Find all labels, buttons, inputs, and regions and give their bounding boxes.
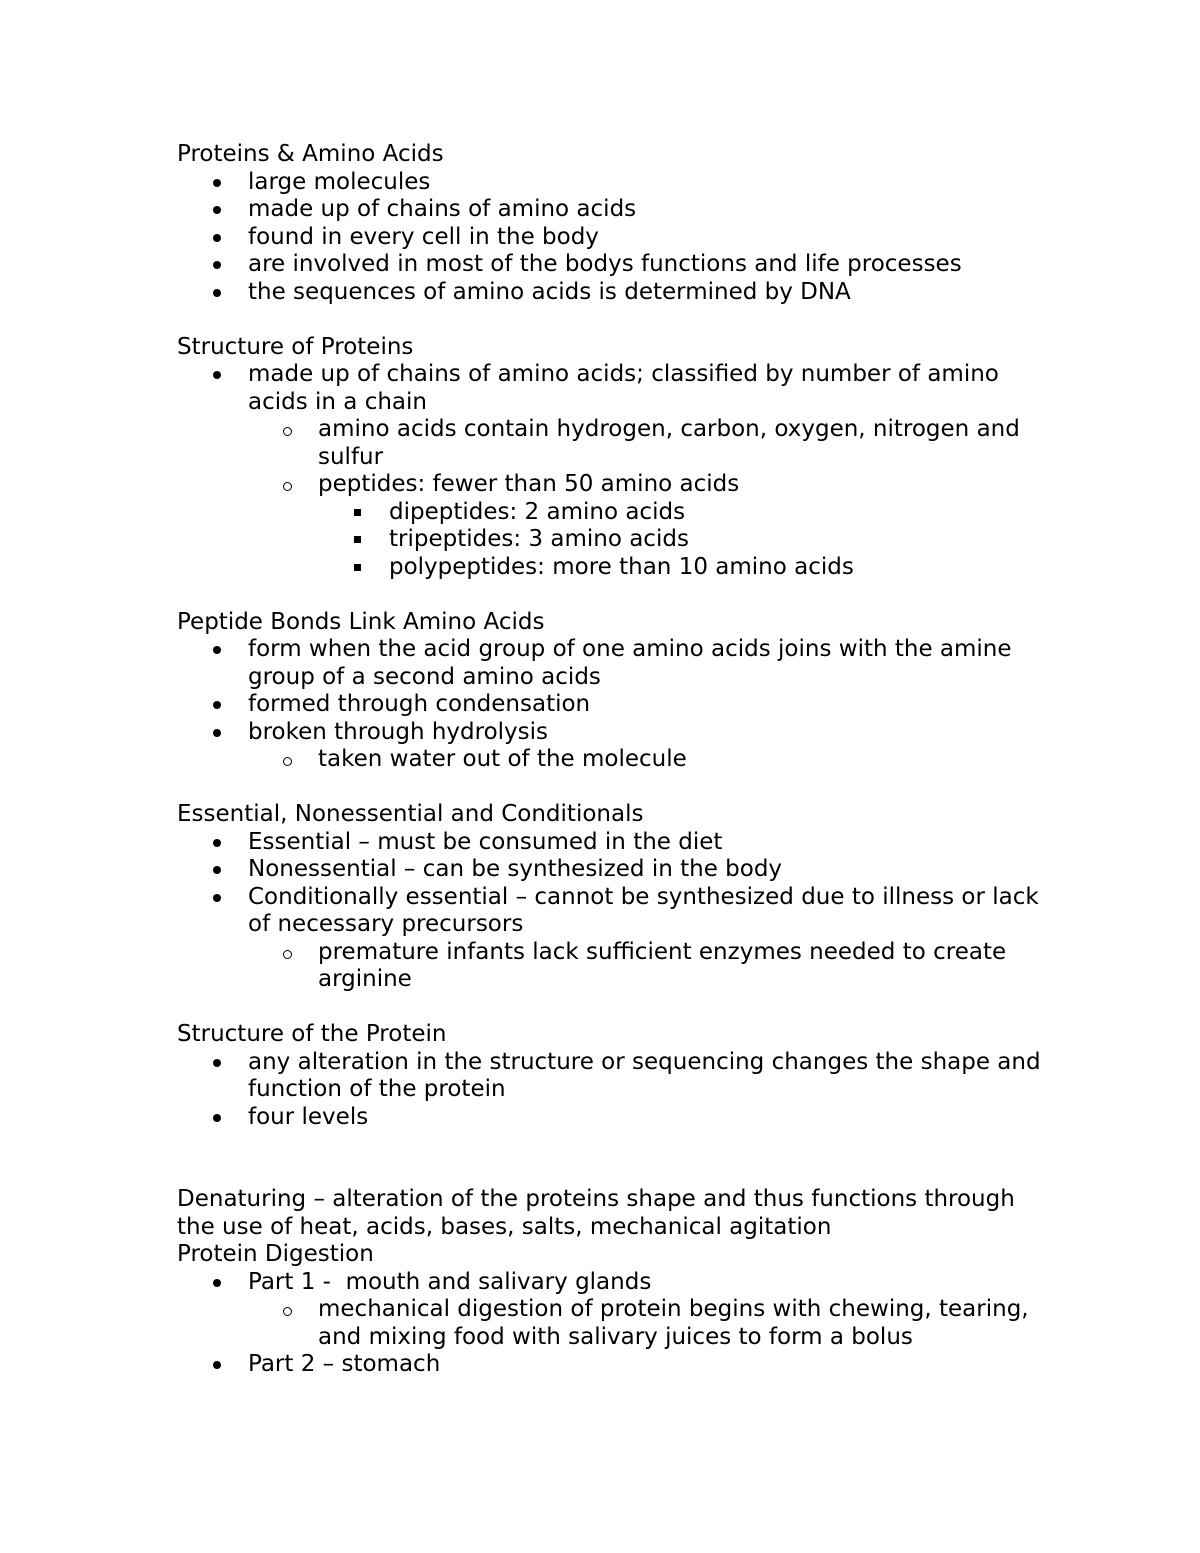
sub-sub-list-item: dipeptides: 2 amino acids [177,499,1057,527]
list-item: large molecules [177,169,1057,197]
sub-sub-list-item: tripeptides: 3 amino acids [177,526,1057,554]
list-item: made up of chains of amino acids; classified by number of amino acids in a chain [177,361,1057,416]
bullet-list [177,361,1057,581]
list-item: the sequences of amino acids is determined by DNA [177,279,1057,307]
list-item: Conditionally essential – cannot be synthesized due to illness or lack of necessary precursors [177,884,1057,939]
sub-list-item: premature infants lack sufficient enzymes needed to create arginine [177,939,1057,994]
sub-list-item: mechanical digestion of protein begins with chewing, tearing, and mixing food with salivary juices to form a bolus [177,1296,1057,1351]
sub-list-item: amino acids contain hydrogen, carbon, oxygen, nitrogen and sulfur [177,416,1057,471]
list-item: formed through condensation [177,691,1057,719]
sub-list-item: peptides: fewer than 50 amino acids [177,471,1057,499]
bullet-list [177,1269,1057,1379]
sub-sub-list-item: polypeptides: more than 10 amino acids [177,554,1057,582]
list-item: Essential – must be consumed in the diet [177,829,1057,857]
list-item: Nonessential – can be synthesized in the body [177,856,1057,884]
list-item: form when the acid group of one amino acids joins with the amine group of a second amino acids [177,636,1057,691]
section-heading-proteins-amino-acids: Proteins & Amino Acids [177,141,444,167]
list-item: any alteration in the structure or sequencing changes the shape and function of the protein [177,1049,1057,1104]
section-heading-structure-of-the-protein: Structure of the Protein [177,1021,447,1047]
section-heading-essential-nonessential: Essential, Nonessential and Conditionals [177,801,644,827]
bullet-list [177,636,1057,774]
section-heading-structure-of-proteins: Structure of Proteins [177,333,414,360]
list-item: made up of chains of amino acids [177,196,1057,224]
denaturing-paragraph: Denaturing – alteration of the proteins shape and thus functions through the use of heat, acids, bases, salts, mechanical agitation [177,1186,1015,1240]
document-page [177,141,1057,1379]
list-item: are involved in most of the bodys functions and life processes [177,251,1057,279]
bullet-list [177,829,1057,994]
sub-list-item: taken water out of the molecule [177,746,1057,774]
list-item: Part 2 – stomach [177,1351,1057,1379]
list-item: Part 1 - mouth and salivary glands [177,1269,1057,1297]
bullet-list [177,1049,1057,1132]
section-heading-protein-digestion: Protein Digestion [177,1241,374,1267]
list-item: broken through hydrolysis [177,719,1057,747]
list-item: four levels [177,1104,1057,1132]
section-heading-peptide-bonds: Peptide Bonds Link Amino Acids [177,608,545,635]
list-item: found in every cell in the body [177,224,1057,252]
bullet-list [177,169,1057,307]
